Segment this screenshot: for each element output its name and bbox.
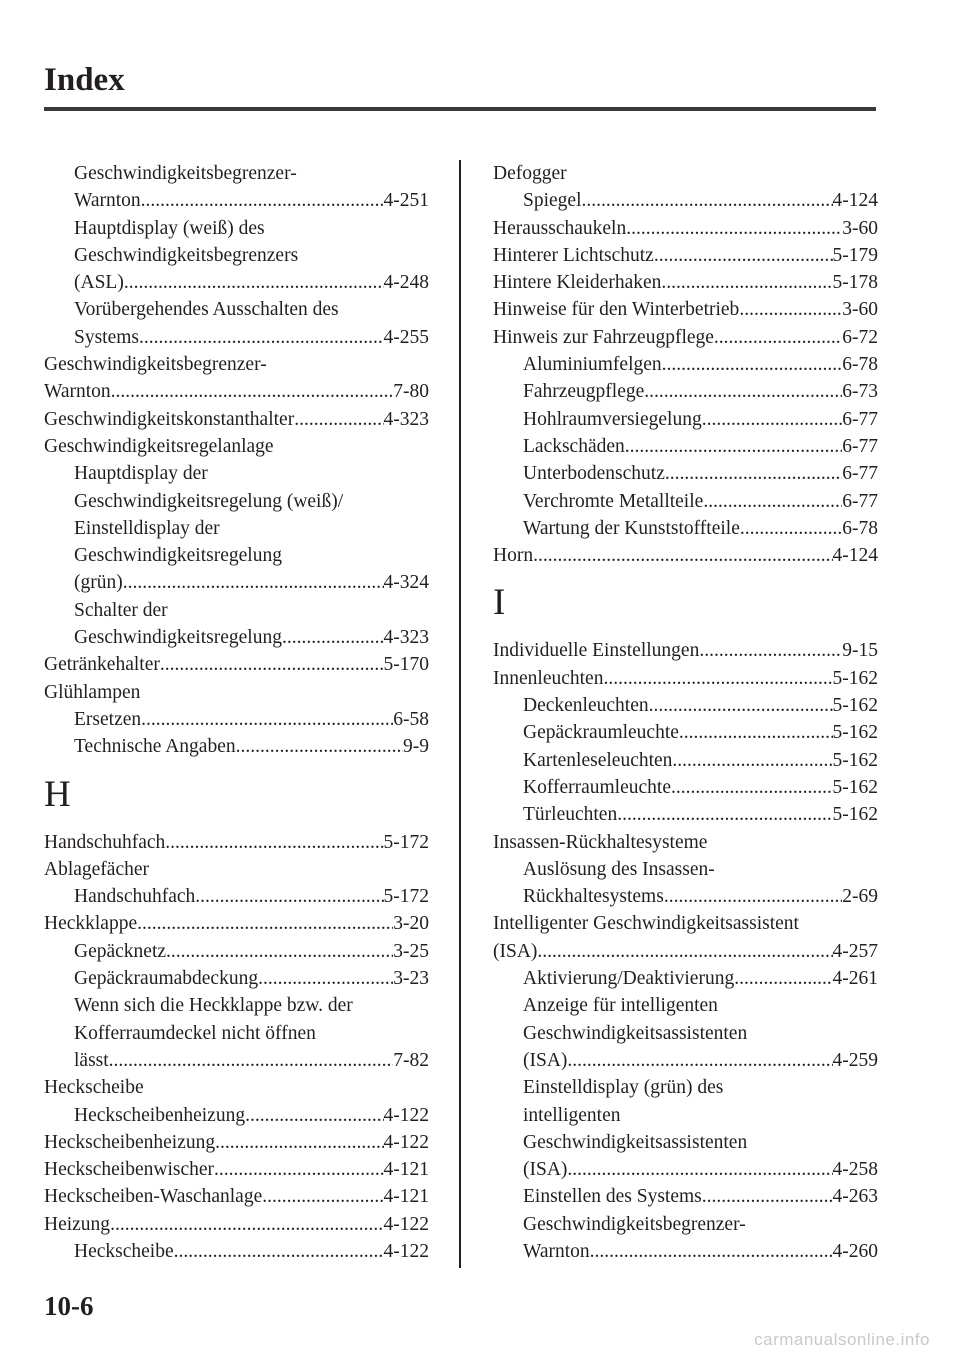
- page-reference: 5-162: [832, 667, 878, 689]
- entry-text: Geschwindigkeitsbegrenzer-: [523, 1213, 746, 1235]
- dot-leader: [236, 733, 403, 760]
- index-entry: [493, 747, 878, 774]
- page-reference: 6-77: [842, 490, 878, 512]
- index-entry: [44, 992, 429, 1019]
- page-reference: 4-122: [383, 1104, 429, 1126]
- entry-text: Kofferraumleuchte: [523, 776, 671, 798]
- dot-leader: [110, 1211, 383, 1238]
- index-entry: [493, 406, 878, 433]
- index-entry: [493, 515, 878, 542]
- page-reference: 9-9: [403, 736, 429, 758]
- entry-text: Heckscheibenwischer: [44, 1159, 215, 1181]
- entry-text: Handschuhfach: [44, 831, 166, 853]
- entry-text: Gepäcknetz: [74, 940, 167, 962]
- entry-text: Schalter der: [74, 599, 168, 621]
- page-reference: 5-170: [383, 654, 429, 676]
- index-entry: [44, 1156, 429, 1183]
- index-entry: [44, 597, 429, 624]
- page-reference: 3-20: [393, 913, 429, 935]
- entry-text: Unterbodenschutz: [523, 463, 665, 485]
- dot-leader: [141, 187, 384, 214]
- entry-text: Intelligenter Geschwindigkeitsassistent: [493, 913, 799, 935]
- header-rule: [44, 107, 876, 111]
- entry-text: Türleuchten: [523, 804, 618, 826]
- dot-leader: [137, 910, 393, 937]
- entry-text: Geschwindigkeitsregelung: [74, 627, 282, 649]
- page-reference: 6-72: [842, 326, 878, 348]
- index-entry: [493, 856, 878, 883]
- index-entry: [493, 637, 878, 664]
- index-entry: [44, 433, 429, 460]
- entry-text: Defogger: [493, 163, 567, 184]
- index-entry: [44, 1211, 429, 1238]
- dot-leader: [699, 637, 842, 664]
- entry-text: Hohlraumversiegelung: [523, 408, 702, 430]
- entry-text: Getränkehalter: [44, 654, 160, 676]
- dot-leader: [214, 1156, 383, 1183]
- dot-leader: [160, 651, 384, 678]
- index-entry: [493, 1156, 878, 1183]
- entry-text: Rückhaltesystems: [523, 886, 664, 908]
- entry-text: Kofferraumdeckel nicht öffnen: [74, 1022, 316, 1044]
- entry-text: Wenn sich die Heckklappe bzw. der: [74, 995, 353, 1017]
- dot-leader: [664, 883, 842, 910]
- page-reference: 4-124: [832, 545, 878, 567]
- entry-text: Einstelldisplay (grün) des: [523, 1077, 724, 1099]
- index-entry: [493, 242, 878, 269]
- entry-text: Aluminiumfelgen: [523, 354, 662, 376]
- entry-text: Geschwindigkeitsregelung (weiß)/: [74, 490, 344, 512]
- index-entry: [44, 829, 429, 856]
- entry-text: (ISA): [523, 1159, 568, 1181]
- index-entry: [493, 1020, 878, 1047]
- entry-text: Insassen-Rückhaltesysteme: [493, 831, 708, 853]
- entry-text: Geschwindigkeitsassistenten: [523, 1022, 748, 1044]
- entry-text: (ISA): [493, 940, 538, 962]
- page-reference: 4-122: [383, 1131, 429, 1153]
- index-entry: [493, 883, 878, 910]
- entry-text: Individuelle Einstellungen: [493, 640, 700, 662]
- dot-leader: [139, 324, 383, 351]
- page-reference: 9-15: [842, 640, 878, 662]
- entry-text: Geschwindigkeitsregelanlage: [44, 435, 274, 457]
- index-entry: [493, 1129, 878, 1156]
- entry-text: Geschwindigkeitsbegrenzer-: [44, 354, 267, 376]
- entry-text: Warnton: [44, 381, 111, 403]
- page-reference: 5-179: [832, 244, 878, 266]
- page-reference: 6-73: [842, 381, 878, 403]
- index-entry: [44, 406, 429, 433]
- entry-text: Heizung: [44, 1213, 111, 1235]
- dot-leader: [282, 624, 384, 651]
- index-entry: [44, 1074, 429, 1101]
- dot-leader: [603, 665, 832, 692]
- dot-leader: [662, 351, 843, 378]
- index-entry: [493, 692, 878, 719]
- entry-text: Verchromte Metallteile: [523, 490, 704, 512]
- entry-text: Gepäckraumabdeckung: [74, 968, 259, 990]
- dot-leader: [671, 774, 833, 801]
- entry-text: Hinterer Lichtschutz: [493, 244, 654, 266]
- entry-text: Handschuhfach: [74, 886, 196, 908]
- page-reference: 4-124: [832, 190, 878, 212]
- index-entry: [493, 542, 878, 569]
- column-divider: [459, 160, 461, 1268]
- index-entry: [493, 269, 878, 296]
- index-entry: [44, 542, 429, 569]
- page-reference: 4-121: [383, 1159, 429, 1181]
- page-reference: 4-260: [832, 1240, 878, 1262]
- page-reference: 6-77: [842, 408, 878, 430]
- dot-leader: [626, 215, 842, 242]
- index-column-right: [493, 160, 878, 1265]
- index-entry: [493, 215, 878, 242]
- entry-text: Warnton: [74, 190, 141, 212]
- index-entry: [44, 460, 429, 487]
- entry-text: Ablagefächer: [44, 858, 150, 880]
- index-entry: [44, 624, 429, 651]
- index-entry: [44, 1183, 429, 1210]
- index-entry: [44, 1129, 429, 1156]
- entry-text: Heckscheibenheizung: [74, 1104, 246, 1126]
- index-column-left: [44, 160, 429, 1265]
- page-reference: 5-162: [832, 722, 878, 744]
- entry-text: Hauptdisplay (weiß) des: [74, 217, 265, 239]
- index-entry: [44, 1047, 429, 1074]
- entry-text: Kartenleseleuchten: [523, 749, 673, 771]
- index-entry: [493, 378, 878, 405]
- page-reference: 4-323: [383, 408, 429, 430]
- entry-text: Heckscheibenheizung: [44, 1131, 216, 1153]
- page-reference: 7-80: [393, 381, 429, 403]
- entry-text: (ASL): [74, 272, 124, 294]
- entry-text: Gepäckraumleuchte: [523, 722, 679, 744]
- page-reference: 5-162: [832, 776, 878, 798]
- index-entry: [44, 378, 429, 405]
- index-entry: [44, 1102, 429, 1129]
- index-entry: [493, 1074, 878, 1101]
- dot-leader: [661, 269, 832, 296]
- page-reference: 3-60: [842, 217, 878, 239]
- index-entry: [493, 160, 878, 187]
- dot-leader: [740, 515, 842, 542]
- dot-leader: [195, 883, 383, 910]
- entry-text: lässt: [74, 1049, 109, 1071]
- entry-text: Geschwindigkeitskonstanthalter: [44, 408, 295, 430]
- dot-leader: [654, 242, 833, 269]
- dot-leader: [141, 706, 393, 733]
- section-letter: H: [44, 773, 71, 815]
- dot-leader: [590, 1238, 833, 1265]
- index-entry: [44, 215, 429, 242]
- dot-leader: [702, 406, 843, 433]
- index-entry: [44, 910, 429, 937]
- page-reference: 5-162: [832, 804, 878, 826]
- dot-leader: [582, 187, 833, 214]
- page-reference: 5-172: [383, 886, 429, 908]
- index-entry: [44, 733, 429, 760]
- entry-text: Aktivierung/Deaktivierung: [523, 968, 735, 990]
- page-reference: 4-263: [832, 1186, 878, 1208]
- entry-text: Einstellen des Systems: [523, 1186, 702, 1208]
- dot-leader: [702, 1183, 833, 1210]
- entry-text: Einstelldisplay der: [74, 517, 220, 539]
- entry-text: Heckklappe: [44, 913, 138, 935]
- dot-leader: [123, 569, 384, 596]
- index-entry: [493, 965, 878, 992]
- dot-leader: [174, 1238, 384, 1265]
- index-entry: [44, 242, 429, 269]
- index-entry: [44, 1238, 429, 1265]
- index-entry: [44, 569, 429, 596]
- index-entry: [493, 938, 878, 965]
- entry-text: Hinweise für den Winterbetrieb: [493, 299, 740, 321]
- page-reference: 4-258: [832, 1159, 878, 1181]
- index-entry: [493, 665, 878, 692]
- index-entry: [493, 719, 878, 746]
- entry-text: Ersetzen: [74, 708, 142, 730]
- page-reference: 4-251: [383, 190, 429, 212]
- dot-leader: [679, 719, 833, 746]
- page-reference: 4-261: [832, 968, 878, 990]
- index-entry: [44, 160, 429, 187]
- entry-text: Hintere Kleiderhaken: [493, 272, 662, 294]
- page-reference: 6-78: [842, 354, 878, 376]
- entry-text: Hauptdisplay der: [74, 463, 208, 485]
- dot-leader: [665, 460, 842, 487]
- page-reference: 4-257: [832, 940, 878, 962]
- index-entry: [493, 296, 878, 323]
- dot-leader: [567, 1156, 832, 1183]
- index-entry: [44, 515, 429, 542]
- entry-text: (grün): [74, 572, 123, 594]
- page-reference: 5-172: [383, 831, 429, 853]
- entry-text: Spiegel: [523, 190, 582, 212]
- page-reference: 3-25: [393, 940, 429, 962]
- page-reference: 7-82: [393, 1049, 429, 1071]
- dot-leader: [672, 747, 832, 774]
- dot-leader: [294, 406, 383, 433]
- index-entry: [44, 351, 429, 378]
- entry-text: Glühlampen: [44, 681, 141, 703]
- dot-leader: [109, 1047, 394, 1074]
- index-entry: [44, 965, 429, 992]
- entry-text: Vorübergehendes Ausschalten des: [74, 299, 339, 321]
- dot-leader: [649, 692, 833, 719]
- entry-text: Herausschaukeln: [493, 217, 627, 239]
- entry-text: Heckscheibe: [74, 1240, 174, 1262]
- entry-text: Systems: [74, 326, 140, 348]
- dot-leader: [533, 542, 832, 569]
- index-entry: [44, 269, 429, 296]
- watermark: carmanualsonline.info: [754, 1330, 930, 1349]
- entry-text: Technische Angaben: [74, 736, 236, 758]
- entry-text: Geschwindigkeitsbegrenzer-: [74, 163, 297, 184]
- index-entry: [493, 774, 878, 801]
- index-entry: [493, 1183, 878, 1210]
- index-entry: [493, 910, 878, 937]
- page-reference: 3-60: [842, 299, 878, 321]
- page-reference: 4-121: [383, 1186, 429, 1208]
- index-entry: [44, 883, 429, 910]
- index-entry: [44, 651, 429, 678]
- dot-leader: [537, 938, 832, 965]
- index-entry: [493, 488, 878, 515]
- page-reference: 4-324: [383, 572, 429, 594]
- dot-leader: [714, 324, 842, 351]
- page-reference: 4-259: [832, 1049, 878, 1071]
- page-reference: 6-58: [393, 708, 429, 730]
- index-entry: [44, 706, 429, 733]
- index-entry: [493, 1047, 878, 1074]
- dot-leader: [166, 938, 393, 965]
- page-reference: 4-122: [383, 1240, 429, 1262]
- page-reference: 5-178: [832, 272, 878, 294]
- index-entry: [493, 801, 878, 828]
- entry-text: Wartung der Kunststoffteile: [523, 517, 740, 539]
- index-entry: [493, 1238, 878, 1265]
- entry-text: Geschwindigkeitsbegrenzers: [74, 244, 299, 266]
- entry-text: Anzeige für intelligenten: [523, 995, 718, 1017]
- index-entry: [44, 187, 429, 214]
- index-entry: [44, 679, 429, 706]
- entry-text: Warnton: [523, 1240, 590, 1262]
- page-reference: 3-23: [393, 968, 429, 990]
- entry-text: Horn: [493, 545, 534, 567]
- index-entry: [493, 351, 878, 378]
- dot-leader: [734, 965, 832, 992]
- dot-leader: [258, 965, 393, 992]
- entry-text: Geschwindigkeitsassistenten: [523, 1131, 748, 1153]
- page-reference: 2-69: [842, 886, 878, 908]
- dot-leader: [124, 269, 384, 296]
- page-reference: 4-122: [383, 1213, 429, 1235]
- index-entry: [493, 829, 878, 856]
- page-reference: 4-255: [383, 326, 429, 348]
- page-reference: 6-77: [842, 463, 878, 485]
- index-entry: [493, 460, 878, 487]
- entry-text: Lackschäden: [523, 435, 625, 457]
- entry-text: Auslösung des Insassen-: [523, 858, 715, 880]
- index-entry: [493, 433, 878, 460]
- dot-leader: [165, 829, 383, 856]
- entry-text: intelligenten: [523, 1104, 621, 1126]
- page-reference: 4-323: [383, 627, 429, 649]
- index-entry: [493, 1102, 878, 1129]
- page-reference: 5-162: [832, 749, 878, 771]
- section-letter: I: [493, 582, 506, 624]
- index-entry: [493, 187, 878, 214]
- entry-text: Deckenleuchten: [523, 695, 649, 717]
- index-entry: [493, 324, 878, 351]
- page-reference: 6-78: [842, 517, 878, 539]
- dot-leader: [703, 488, 842, 515]
- index-entry: [44, 324, 429, 351]
- entry-text: Heckscheiben-Waschanlage: [44, 1186, 263, 1208]
- dot-leader: [262, 1183, 383, 1210]
- index-entry: [44, 856, 429, 883]
- page-number: 10-6: [44, 1291, 94, 1321]
- entry-text: Heckscheibe: [44, 1077, 144, 1099]
- page-reference: 4-248: [383, 272, 429, 294]
- entry-text: Fahrzeugpflege: [523, 381, 645, 403]
- entry-text: (ISA): [523, 1049, 568, 1071]
- dot-leader: [215, 1129, 383, 1156]
- entry-text: Geschwindigkeitsregelung: [74, 545, 282, 567]
- index-entry: [493, 992, 878, 1019]
- page-title: Index: [44, 62, 125, 98]
- index-entry: [493, 1211, 878, 1238]
- index-entry: [44, 488, 429, 515]
- dot-leader: [739, 296, 842, 323]
- entry-text: Innenleuchten: [493, 667, 604, 689]
- dot-leader: [567, 1047, 832, 1074]
- dot-leader: [245, 1102, 383, 1129]
- dot-leader: [617, 801, 832, 828]
- page-reference: 6-77: [842, 435, 878, 457]
- dot-leader: [111, 378, 394, 405]
- index-entry: [44, 296, 429, 323]
- dot-leader: [625, 433, 842, 460]
- dot-leader: [644, 378, 842, 405]
- index-entry: [44, 1020, 429, 1047]
- page-reference: 5-162: [832, 695, 878, 717]
- index-entry: [44, 938, 429, 965]
- entry-text: Hinweis zur Fahrzeugpflege: [493, 326, 714, 348]
